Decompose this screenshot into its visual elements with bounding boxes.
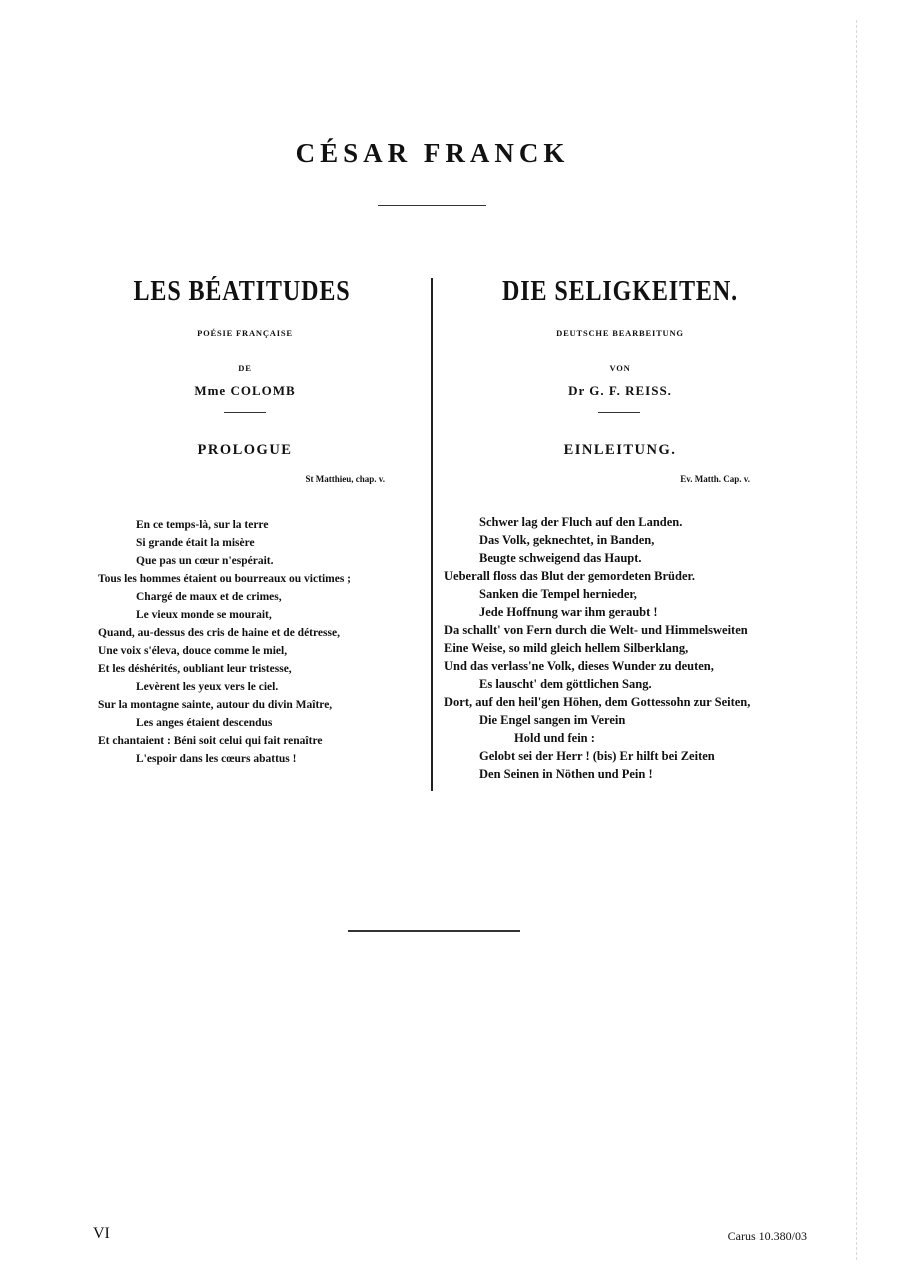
- verse-line: Und das verlass'ne Volk, dieses Wunder zu deuten,: [444, 659, 714, 673]
- verse-line: Que pas un cœur n'espérait.: [136, 555, 274, 567]
- verse-line: Tous les hommes étaient ou bourreaux ou victimes ;: [98, 573, 351, 585]
- left-author-rule: [224, 412, 266, 413]
- verse-line: Si grande était la misère: [136, 537, 255, 549]
- right-subtitle: DEUTSCHE BEARBEITUNG: [556, 328, 684, 338]
- right-by: VON: [609, 363, 631, 373]
- verse-line: Schwer lag der Fluch auf den Landen.: [479, 515, 683, 529]
- column-divider: [431, 278, 433, 791]
- verse-line: Chargé de maux et de crimes,: [136, 591, 282, 603]
- verse-line: Beugte schweigend das Haupt.: [479, 551, 642, 565]
- left-section: PROLOGUE: [197, 442, 293, 458]
- right-section: EINLEITUNG.: [563, 442, 677, 458]
- left-title: LES BÉATITUDES: [133, 276, 351, 307]
- verse-line: Da schallt' von Fern durch die Welt- und Himmelsweiten: [444, 623, 748, 637]
- header-rule: [378, 205, 486, 206]
- verse-line: Jede Hoffnung war ihm geraubt !: [479, 605, 658, 619]
- left-subtitle: POÉSIE FRANÇAISE: [197, 328, 293, 338]
- verse-line: Sanken die Tempel hernieder,: [479, 587, 637, 601]
- right-reference: Ev. Matth. Cap. v.: [680, 474, 750, 484]
- left-author: Mme COLOMB: [194, 383, 296, 398]
- left-reference: St Matthieu, chap. v.: [305, 474, 385, 484]
- right-title: DIE SELIGKEITEN.: [502, 276, 738, 307]
- page-number: VI: [93, 1225, 110, 1242]
- verse-line: Levèrent les yeux vers le ciel.: [136, 681, 279, 693]
- verse-line: Quand, au-dessus des cris de haine et de détresse,: [98, 627, 340, 639]
- verse-line: Et les déshérités, oubliant leur tristesse,: [98, 663, 292, 675]
- right-author: Dr G. F. REISS.: [568, 383, 672, 398]
- verse-line: Le vieux monde se mourait,: [136, 609, 272, 621]
- verse-line: Hold und fein :: [514, 731, 595, 745]
- closing-rule: [348, 930, 520, 932]
- verse-line: Et chantaient : Béni soit celui qui fait renaître: [98, 735, 323, 747]
- verse-line: Une voix s'éleva, douce comme le miel,: [98, 645, 288, 657]
- verse-line: Den Seinen in Nöthen und Pein !: [479, 767, 653, 781]
- composer-name: CÉSAR FRANCK: [295, 138, 570, 168]
- verse-line: Die Engel sangen im Verein: [479, 713, 626, 727]
- verse-line: Eine Weise, so mild gleich hellem Silberklang,: [444, 641, 689, 655]
- verse-line: Gelobt sei der Herr ! (bis) Er hilft bei Zeiten: [479, 749, 715, 763]
- verse-line: L'espoir dans les cœurs abattus !: [136, 753, 297, 765]
- verse-line: Dort, auf den heil'gen Höhen, dem Gottessohn zur Seiten,: [444, 695, 751, 709]
- page-edge-line: [856, 20, 857, 1260]
- verse-line: Es lauscht' dem göttlichen Sang.: [479, 677, 652, 691]
- verse-line: Ueberall floss das Blut der gemordeten Brüder.: [444, 569, 696, 583]
- verse-line: Les anges étaient descendus: [136, 717, 273, 729]
- verse-line: En ce temps-là, sur la terre: [136, 519, 269, 531]
- verse-line: Das Volk, geknechtet, in Banden,: [479, 533, 655, 547]
- catalog-number: Carus 10.380/03: [727, 1229, 807, 1243]
- left-by: DE: [238, 363, 252, 373]
- left-verse: [98, 516, 351, 768]
- right-verse: [444, 513, 750, 783]
- verse-line: Sur la montagne sainte, autour du divin Maître,: [98, 699, 333, 711]
- right-author-rule: [598, 412, 640, 413]
